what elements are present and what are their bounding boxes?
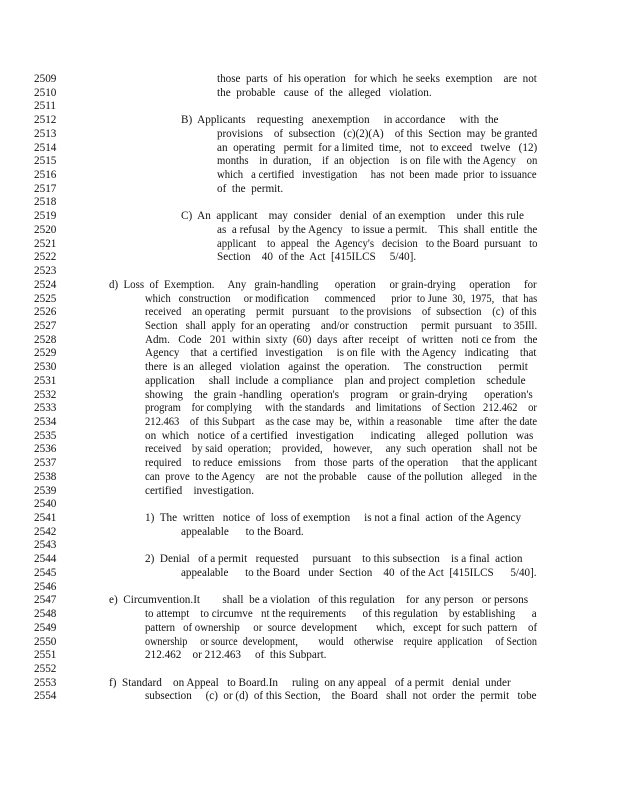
line-number: 2511 xyxy=(34,100,56,113)
document-line xyxy=(0,471,618,485)
line-number: 2536 xyxy=(34,443,57,456)
line-text: certified investigation. xyxy=(145,484,255,497)
line-number: 2510 xyxy=(34,86,57,99)
line-text: appealable to the Board. xyxy=(181,525,304,538)
document-line xyxy=(0,306,618,320)
line-number: 2520 xyxy=(34,223,57,236)
line-text: appealable to the Board under Section 40 of the Act [415ILCS 5/40]. xyxy=(181,566,537,579)
line-text: application shall include a compliance plan and project completion schedule xyxy=(145,374,526,387)
document-line xyxy=(0,567,618,581)
line-text: can prove to the Agency are not the probable cause of the pollution alleged in the xyxy=(145,470,537,483)
document-line xyxy=(0,553,618,567)
line-number: 2530 xyxy=(34,361,57,374)
line-text: d) Loss of Exemption. Any grain-handling operation or grain-drying operation for xyxy=(109,278,537,291)
line-number: 2531 xyxy=(34,374,57,387)
document-line xyxy=(0,526,618,540)
document-line xyxy=(0,279,618,293)
line-number: 2534 xyxy=(34,416,57,428)
line-number: 2545 xyxy=(34,566,57,579)
document-line xyxy=(0,485,618,499)
line-number: 2535 xyxy=(34,429,57,442)
document-line xyxy=(0,334,618,348)
line-number: 2537 xyxy=(34,457,57,470)
line-number: 2541 xyxy=(34,512,57,525)
document-line xyxy=(0,251,618,265)
line-number: 2539 xyxy=(34,484,57,497)
line-text: received an operating permit pursuant to the provisions of subsection (c) of this xyxy=(145,306,537,319)
line-number: 2529 xyxy=(34,347,57,360)
line-text: B) Applicants requesting anexemption in accordance with the xyxy=(181,114,499,127)
line-text: ownership or source development, would otherwise require application of Section xyxy=(145,635,537,648)
line-text: required to reduce emissions from those parts of the operation that the applicant xyxy=(145,457,538,470)
line-text: 1) The written notice of loss of exemption is not a final action of the Agency xyxy=(145,512,522,525)
line-number: 2526 xyxy=(34,306,57,319)
line-text: e) Circumvention.It shall be a violation of this regulation for any person or persons xyxy=(109,594,529,607)
document-line xyxy=(0,457,618,471)
line-text: 212.462 or 212.463 of this Subpart. xyxy=(145,649,327,662)
document-line xyxy=(0,361,618,375)
document-line xyxy=(0,636,618,650)
line-number: 2516 xyxy=(34,169,57,182)
document-line xyxy=(0,224,618,238)
line-text: subsection (c) or (d) of this Section, the Board shall not order the permit tobe xyxy=(145,690,537,703)
document-line xyxy=(0,142,618,156)
line-text: 212.463 of this Subpart as the case may be, within a reasonable time after the date xyxy=(145,416,538,428)
document-line xyxy=(0,663,618,677)
line-number: 2538 xyxy=(34,470,57,483)
line-number: 2542 xyxy=(34,525,57,538)
line-number: 2549 xyxy=(34,621,57,634)
line-text: which a certified investigation has not been made prior to issuance xyxy=(217,169,537,182)
line-number: 2540 xyxy=(34,498,57,511)
document-line xyxy=(0,581,618,595)
line-text: showing the grain -handling operation's program or grain-drying operation's xyxy=(145,388,533,401)
line-number: 2527 xyxy=(34,319,57,332)
line-number: 2522 xyxy=(34,251,57,264)
line-number: 2553 xyxy=(34,676,57,689)
line-text: received by said operation; provided, however, any such operation shall not be xyxy=(145,443,538,456)
document-line xyxy=(0,114,618,128)
line-number: 2544 xyxy=(34,553,57,566)
line-text: 2) Denial of a permit requested pursuant to this subsection is a final action xyxy=(145,553,523,566)
line-number: 2515 xyxy=(34,155,57,168)
line-text: which construction or modification commenced prior to June 30, 1975, that has xyxy=(145,292,538,305)
line-number: 2523 xyxy=(34,265,57,278)
line-number: 2524 xyxy=(34,278,57,291)
line-number: 2548 xyxy=(34,608,57,621)
line-number: 2518 xyxy=(34,196,57,209)
line-text: Adm. Code 201 within sixty (60) days after receipt of written noti ce from the xyxy=(145,333,538,346)
line-text: there is an alleged violation against the operation. The construction permit xyxy=(145,361,528,374)
document-line xyxy=(0,649,618,663)
document-line xyxy=(0,402,618,416)
line-number: 2533 xyxy=(34,402,57,415)
document-line xyxy=(0,293,618,307)
line-number: 2547 xyxy=(34,594,57,607)
line-text: on which notice of a certified investigation indicating alleged pollution was xyxy=(145,429,534,442)
document-line xyxy=(0,100,618,114)
document-line xyxy=(0,87,618,101)
document-line xyxy=(0,210,618,224)
document-line xyxy=(0,677,618,691)
line-text: provisions of subsection (c)(2)(A) of this Section may be granted xyxy=(217,127,538,140)
line-number: 2517 xyxy=(34,182,57,195)
line-text: the probable cause of the alleged violation. xyxy=(217,86,432,99)
line-number: 2528 xyxy=(34,333,57,346)
document-line xyxy=(0,347,618,361)
line-text: pattern of ownership or source development which, except for such pattern of xyxy=(145,621,538,634)
document-line xyxy=(0,594,618,608)
line-text: of the permit. xyxy=(217,182,284,195)
document-line xyxy=(0,498,618,512)
document-line xyxy=(0,690,618,704)
line-number: 2509 xyxy=(34,73,57,85)
line-text: months in duration, if an objection is on file with the Agency on xyxy=(217,155,538,168)
document-line xyxy=(0,196,618,210)
document-line xyxy=(0,539,618,553)
document-line xyxy=(0,169,618,183)
line-text: those parts of his operation for which he seeks exemption are not xyxy=(217,73,537,85)
document-line xyxy=(0,238,618,252)
document-line xyxy=(0,608,618,622)
line-text: applicant to appeal the Agency's decision to the Board pursuant to xyxy=(217,237,538,250)
line-text: Agency that a certified investigation is on file with the Agency indicating that xyxy=(145,347,537,360)
line-number: 2519 xyxy=(34,210,57,223)
line-number: 2521 xyxy=(34,237,57,250)
document-line xyxy=(0,265,618,279)
line-number: 2543 xyxy=(34,539,57,552)
line-text: an operating permit for a limited time, not to exceed twelve (12) xyxy=(217,141,538,154)
document-line xyxy=(0,430,618,444)
document-line xyxy=(0,128,618,142)
line-number: 2551 xyxy=(34,649,57,662)
document-line xyxy=(0,320,618,334)
line-text: to attempt to circumve nt the requirements of this regulation by establishing a xyxy=(145,608,537,621)
line-number: 2513 xyxy=(34,127,57,140)
line-text: Section shall apply for an operating and/or construction permit pursuant to 35Ill. xyxy=(145,319,538,332)
line-number: 2512 xyxy=(34,114,57,127)
document-line xyxy=(0,73,618,87)
line-text: f) Standard on Appeal to Board.In ruling on any appeal of a permit denial under xyxy=(109,676,511,689)
document-line xyxy=(0,416,618,430)
document-line xyxy=(0,443,618,457)
line-number: 2546 xyxy=(34,580,57,593)
line-text: Section 40 of the Act [415ILCS 5/40]. xyxy=(217,251,417,264)
document-line xyxy=(0,512,618,526)
line-number: 2554 xyxy=(34,690,57,703)
document-line xyxy=(0,375,618,389)
line-text: C) An applicant may consider denial of an exemption under this rule xyxy=(181,210,524,223)
line-number: 2514 xyxy=(34,141,57,154)
line-number: 2552 xyxy=(34,662,57,675)
line-number: 2532 xyxy=(34,388,57,401)
document-line xyxy=(0,622,618,636)
line-text: program for complying with the standards and limitations of Section 212.462 or xyxy=(145,402,537,415)
line-text: as a refusal by the Agency to issue a permit. This shall entitle the xyxy=(217,223,538,236)
document-line xyxy=(0,155,618,169)
line-number: 2550 xyxy=(34,635,57,648)
line-number: 2525 xyxy=(34,292,57,305)
document-line xyxy=(0,183,618,197)
document-line xyxy=(0,389,618,403)
